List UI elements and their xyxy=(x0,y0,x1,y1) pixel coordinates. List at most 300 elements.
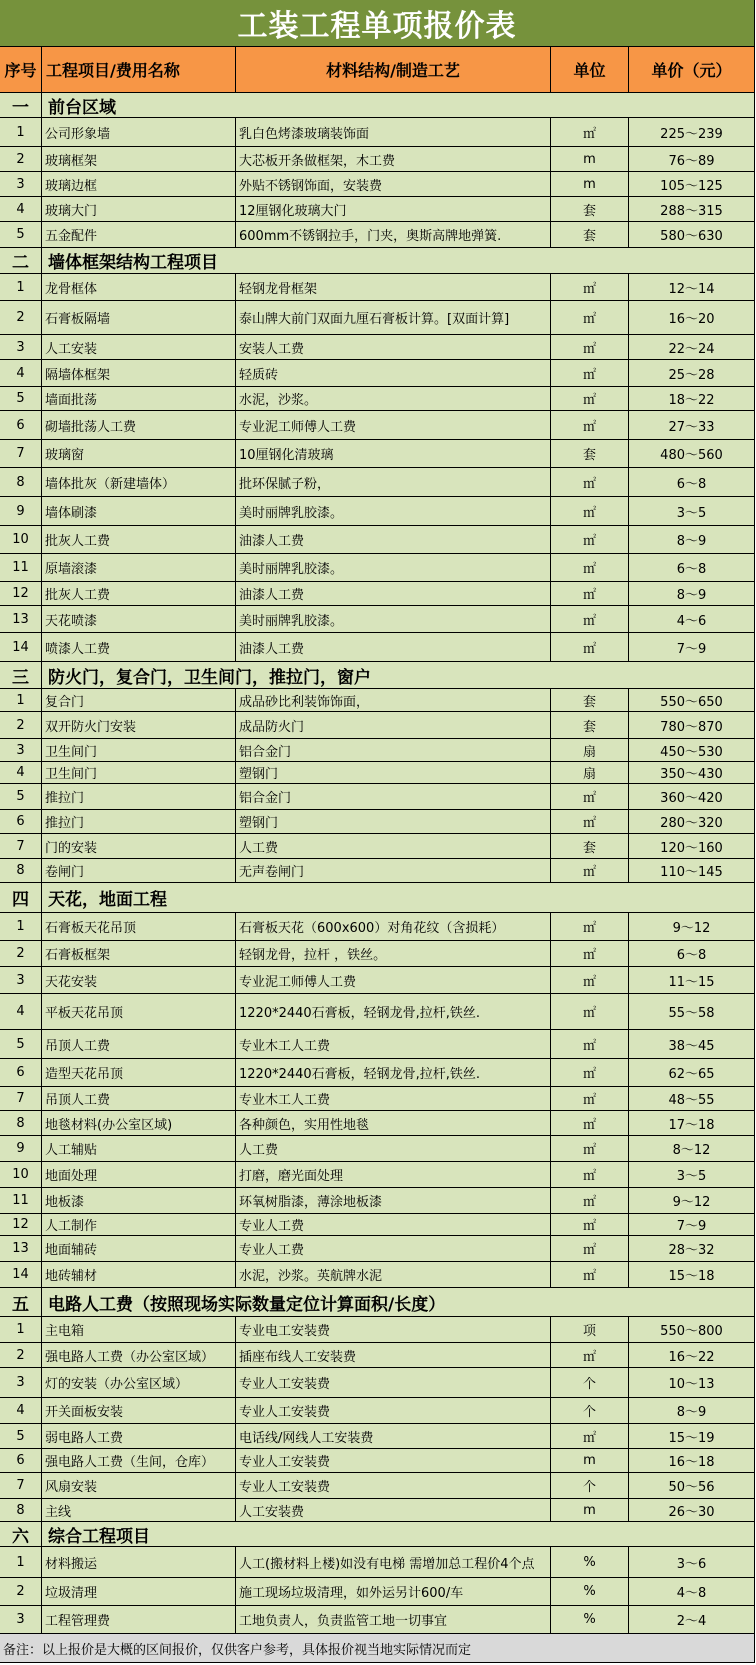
item-name: 门的安装 xyxy=(42,834,236,859)
item-unit: 套 xyxy=(551,689,629,712)
item-name: 石膏板天花吊顶 xyxy=(42,913,236,941)
column-header-row xyxy=(0,47,755,93)
item-material: 1220*2440石膏板，轻钢龙骨,拉杆,铁丝. xyxy=(236,994,551,1030)
table-row xyxy=(0,810,755,834)
item-number: 9 xyxy=(0,1136,42,1162)
item-number: 14 xyxy=(0,633,42,662)
item-name: 砌墙批荡人工费 xyxy=(42,411,236,440)
section-row xyxy=(0,248,755,274)
item-price: 8～9 xyxy=(629,526,755,554)
item-price: 22～24 xyxy=(629,335,755,360)
item-unit: ㎡ xyxy=(551,810,629,834)
item-number: 2 xyxy=(0,1343,42,1368)
header-no: 序号 xyxy=(0,47,42,93)
item-material: 成品防火门 xyxy=(236,712,551,739)
item-number: 9 xyxy=(0,497,42,526)
item-material: 专业木工人工费 xyxy=(236,1030,551,1059)
item-name: 玻璃窗 xyxy=(42,440,236,468)
item-name: 天花喷漆 xyxy=(42,606,236,633)
item-number: 11 xyxy=(0,554,42,582)
item-unit: ㎡ xyxy=(551,784,629,810)
item-number: 7 xyxy=(0,440,42,468)
item-price: 8～9 xyxy=(629,1398,755,1424)
table-row xyxy=(0,1059,755,1087)
item-price: 9～12 xyxy=(629,913,755,941)
item-number: 2 xyxy=(0,147,42,172)
item-number: 4 xyxy=(0,1398,42,1424)
item-material: 轻钢龙骨，拉杆 ，铁丝。 xyxy=(236,941,551,967)
section-number: 三 xyxy=(0,662,42,689)
item-material: 环氧树脂漆，薄涂地板漆 xyxy=(236,1188,551,1214)
item-price: 16～18 xyxy=(629,1449,755,1473)
item-unit: ㎡ xyxy=(551,1424,629,1449)
item-name: 地面辅砖 xyxy=(42,1236,236,1262)
item-material: 专业人工费 xyxy=(236,1214,551,1236)
item-name: 卫生间门 xyxy=(42,762,236,784)
item-unit: ㎡ xyxy=(551,1343,629,1368)
item-price: 480～560 xyxy=(629,440,755,468)
item-number: 8 xyxy=(0,1111,42,1136)
item-unit: m xyxy=(551,172,629,197)
item-unit: % xyxy=(551,1547,629,1578)
item-unit: ㎡ xyxy=(551,411,629,440)
item-unit: ㎡ xyxy=(551,468,629,497)
sheet-title: 工装工程单项报价表 xyxy=(0,0,755,47)
item-material: 电话线/网线人工安装费 xyxy=(236,1424,551,1449)
item-material: 专业人工安装费 xyxy=(236,1368,551,1398)
item-number: 14 xyxy=(0,1262,42,1288)
section-row xyxy=(0,93,755,118)
table-row xyxy=(0,1111,755,1136)
item-price: 28～32 xyxy=(629,1236,755,1262)
item-material: 塑钢门 xyxy=(236,762,551,784)
item-unit: 套 xyxy=(551,440,629,468)
item-material: 人工(搬材料上楼)如没有电梯 需增加总工程价4个点 xyxy=(236,1547,551,1578)
item-number: 10 xyxy=(0,1162,42,1188)
item-unit: ㎡ xyxy=(551,1111,629,1136)
item-unit: ㎡ xyxy=(551,1030,629,1059)
table-row xyxy=(0,222,755,248)
table-row xyxy=(0,941,755,967)
item-material: 水泥，沙浆。英航牌水泥 xyxy=(236,1262,551,1288)
item-number: 8 xyxy=(0,1499,42,1522)
item-price: 4～6 xyxy=(629,606,755,633)
item-name: 地面处理 xyxy=(42,1162,236,1188)
item-number: 6 xyxy=(0,411,42,440)
item-name: 原墙滚漆 xyxy=(42,554,236,582)
item-unit: 套 xyxy=(551,834,629,859)
item-number: 7 xyxy=(0,1087,42,1111)
table-row xyxy=(0,1214,755,1236)
item-number: 2 xyxy=(0,712,42,739)
table-row xyxy=(0,834,755,859)
item-unit: m xyxy=(551,1499,629,1522)
item-material: 美时丽牌乳胶漆。 xyxy=(236,606,551,633)
item-unit: ㎡ xyxy=(551,1136,629,1162)
item-material: 乳白色烤漆玻璃装饰面 xyxy=(236,118,551,147)
table-row xyxy=(0,1188,755,1214)
item-price: 6～8 xyxy=(629,468,755,497)
item-name: 墙体批灰（新建墙体） xyxy=(42,468,236,497)
item-price: 550～650 xyxy=(629,689,755,712)
item-price: 7～9 xyxy=(629,1214,755,1236)
table-row xyxy=(0,335,755,360)
item-name: 石膏板隔墙 xyxy=(42,301,236,335)
item-price: 120～160 xyxy=(629,834,755,859)
section-row xyxy=(0,1288,755,1317)
table-row xyxy=(0,274,755,301)
item-unit: ㎡ xyxy=(551,274,629,301)
item-name: 风扇安装 xyxy=(42,1473,236,1499)
table-row xyxy=(0,1236,755,1262)
item-unit: 套 xyxy=(551,712,629,739)
item-name: 吊顶人工费 xyxy=(42,1087,236,1111)
table-row xyxy=(0,1087,755,1111)
item-material: 铝合金门 xyxy=(236,739,551,762)
item-name: 批灰人工费 xyxy=(42,582,236,606)
item-name: 公司形象墙 xyxy=(42,118,236,147)
item-material: 大芯板开条做框架，木工费 xyxy=(236,147,551,172)
item-material: 轻质砖 xyxy=(236,360,551,387)
item-material: 专业电工安装费 xyxy=(236,1317,551,1343)
item-name: 垃圾清理 xyxy=(42,1578,236,1606)
item-price: 15～19 xyxy=(629,1424,755,1449)
item-price: 4～8 xyxy=(629,1578,755,1606)
item-name: 吊顶人工费 xyxy=(42,1030,236,1059)
item-number: 10 xyxy=(0,526,42,554)
item-unit: ㎡ xyxy=(551,1214,629,1236)
item-material: 专业泥工师傅人工费 xyxy=(236,967,551,994)
item-price: 38～45 xyxy=(629,1030,755,1059)
item-price: 6～8 xyxy=(629,554,755,582)
item-material: 水泥，沙浆。 xyxy=(236,387,551,411)
item-material: 石膏板天花（600x600）对角花纹（含损耗） xyxy=(236,913,551,941)
section-number: 二 xyxy=(0,248,42,274)
item-price: 17～18 xyxy=(629,1111,755,1136)
item-price: 110～145 xyxy=(629,859,755,883)
table-row xyxy=(0,1449,755,1473)
item-number: 3 xyxy=(0,1368,42,1398)
item-number: 13 xyxy=(0,1236,42,1262)
table-row xyxy=(0,197,755,222)
item-name: 强电路人工费（办公室区域） xyxy=(42,1343,236,1368)
item-material: 10厘钢化清玻璃 xyxy=(236,440,551,468)
table-row xyxy=(0,118,755,147)
item-unit: ㎡ xyxy=(551,1059,629,1087)
item-unit: 扇 xyxy=(551,762,629,784)
section-number: 六 xyxy=(0,1522,42,1547)
item-unit: ㎡ xyxy=(551,1236,629,1262)
item-material: 施工现场垃圾清理，如外运另计600/车 xyxy=(236,1578,551,1606)
item-unit: ㎡ xyxy=(551,497,629,526)
item-name: 双开防火门安装 xyxy=(42,712,236,739)
item-name: 工程管理费 xyxy=(42,1606,236,1634)
item-unit: ㎡ xyxy=(551,1162,629,1188)
item-price: 48～55 xyxy=(629,1087,755,1111)
item-number: 5 xyxy=(0,222,42,248)
item-name: 弱电路人工费 xyxy=(42,1424,236,1449)
item-price: 18～22 xyxy=(629,387,755,411)
section-title: 墙体框架结构工程项目 xyxy=(42,248,755,274)
table-row xyxy=(0,1136,755,1162)
section-title: 防火门，复合门，卫生间门，推拉门，窗户 xyxy=(42,662,755,689)
table-row xyxy=(0,411,755,440)
item-material: 无声卷闸门 xyxy=(236,859,551,883)
item-name: 推拉门 xyxy=(42,810,236,834)
item-name: 开关面板安装 xyxy=(42,1398,236,1424)
section-title: 电路人工费（按照现场实际数量定位计算面积/长度） xyxy=(42,1288,755,1317)
item-number: 11 xyxy=(0,1188,42,1214)
item-material: 塑钢门 xyxy=(236,810,551,834)
item-name: 卷闸门 xyxy=(42,859,236,883)
item-price: 780～870 xyxy=(629,712,755,739)
item-number: 1 xyxy=(0,913,42,941)
item-price: 550～800 xyxy=(629,1317,755,1343)
item-number: 8 xyxy=(0,468,42,497)
item-unit: ㎡ xyxy=(551,913,629,941)
item-name: 平板天花吊顶 xyxy=(42,994,236,1030)
item-name: 人工制作 xyxy=(42,1214,236,1236)
item-unit: ㎡ xyxy=(551,941,629,967)
item-number: 4 xyxy=(0,197,42,222)
item-unit: 项 xyxy=(551,1317,629,1343)
item-price: 55～58 xyxy=(629,994,755,1030)
item-price: 25～28 xyxy=(629,360,755,387)
table-row xyxy=(0,784,755,810)
item-name: 隔墙体框架 xyxy=(42,360,236,387)
table-row xyxy=(0,172,755,197)
item-number: 12 xyxy=(0,1214,42,1236)
item-number: 3 xyxy=(0,739,42,762)
item-unit: ㎡ xyxy=(551,1087,629,1111)
item-material: 油漆人工费 xyxy=(236,582,551,606)
item-name: 墙体刷漆 xyxy=(42,497,236,526)
table-row xyxy=(0,387,755,411)
item-price: 11～15 xyxy=(629,967,755,994)
item-number: 6 xyxy=(0,1449,42,1473)
item-name: 主线 xyxy=(42,1499,236,1522)
table-row xyxy=(0,554,755,582)
item-unit: ㎡ xyxy=(551,335,629,360)
item-name: 灯的安装（办公室区域） xyxy=(42,1368,236,1398)
section-number: 一 xyxy=(0,93,42,118)
item-number: 3 xyxy=(0,1606,42,1634)
item-price: 9～12 xyxy=(629,1188,755,1214)
item-material: 美时丽牌乳胶漆。 xyxy=(236,554,551,582)
item-price: 3～5 xyxy=(629,1162,755,1188)
item-name: 地毯材料(办公室区域) xyxy=(42,1111,236,1136)
table-row xyxy=(0,859,755,883)
table-row xyxy=(0,1030,755,1059)
item-price: 2～4 xyxy=(629,1606,755,1634)
section-title: 天花，地面工程 xyxy=(42,883,755,913)
item-material: 专业人工安装费 xyxy=(236,1473,551,1499)
item-unit: 扇 xyxy=(551,739,629,762)
item-number: 1 xyxy=(0,689,42,712)
table-row xyxy=(0,1162,755,1188)
item-material: 专业人工安装费 xyxy=(236,1398,551,1424)
item-number: 1 xyxy=(0,118,42,147)
header-unit: 单位 xyxy=(551,47,629,93)
table-row xyxy=(0,739,755,762)
item-material: 泰山牌大前门双面九厘石膏板计算。[双面计算] xyxy=(236,301,551,335)
item-number: 6 xyxy=(0,1059,42,1087)
item-price: 27～33 xyxy=(629,411,755,440)
item-number: 1 xyxy=(0,1317,42,1343)
item-unit: ㎡ xyxy=(551,967,629,994)
item-number: 13 xyxy=(0,606,42,633)
table-row xyxy=(0,1317,755,1343)
item-unit: ㎡ xyxy=(551,526,629,554)
item-number: 3 xyxy=(0,967,42,994)
item-material: 12厘钢化玻璃大门 xyxy=(236,197,551,222)
item-material: 各种颜色，实用性地毯 xyxy=(236,1111,551,1136)
item-number: 8 xyxy=(0,859,42,883)
item-price: 10～13 xyxy=(629,1368,755,1398)
item-name: 天花安装 xyxy=(42,967,236,994)
item-unit: ㎡ xyxy=(551,606,629,633)
table-row xyxy=(0,526,755,554)
item-price: 26～30 xyxy=(629,1499,755,1522)
item-unit: 套 xyxy=(551,222,629,248)
item-price: 16～22 xyxy=(629,1343,755,1368)
item-unit: 个 xyxy=(551,1398,629,1424)
item-material: 油漆人工费 xyxy=(236,633,551,662)
item-number: 1 xyxy=(0,274,42,301)
item-material: 安装人工费 xyxy=(236,335,551,360)
table-row xyxy=(0,1424,755,1449)
item-name: 五金配件 xyxy=(42,222,236,248)
item-material: 批环保腻子粉， xyxy=(236,468,551,497)
item-material: 专业木工人工费 xyxy=(236,1087,551,1111)
item-material: 专业人工安装费 xyxy=(236,1449,551,1473)
item-unit: ㎡ xyxy=(551,118,629,147)
item-material: 1220*2440石膏板，轻钢龙骨,拉杆,铁丝. xyxy=(236,1059,551,1087)
item-unit: ㎡ xyxy=(551,859,629,883)
item-name: 批灰人工费 xyxy=(42,526,236,554)
item-number: 3 xyxy=(0,172,42,197)
item-price: 288～315 xyxy=(629,197,755,222)
section-title: 前台区域 xyxy=(42,93,755,118)
item-unit: ㎡ xyxy=(551,582,629,606)
item-unit: 个 xyxy=(551,1368,629,1398)
item-unit: m xyxy=(551,147,629,172)
item-unit: ㎡ xyxy=(551,994,629,1030)
item-material: 轻钢龙骨框架 xyxy=(236,274,551,301)
item-name: 石膏板框架 xyxy=(42,941,236,967)
section-title: 综合工程项目 xyxy=(42,1522,755,1547)
item-material: 美时丽牌乳胶漆。 xyxy=(236,497,551,526)
item-price: 580～630 xyxy=(629,222,755,248)
item-unit: ㎡ xyxy=(551,554,629,582)
item-unit: ㎡ xyxy=(551,387,629,411)
item-price: 350～430 xyxy=(629,762,755,784)
item-number: 12 xyxy=(0,582,42,606)
item-material: 插座布线人工安装费 xyxy=(236,1343,551,1368)
table-row xyxy=(0,1343,755,1368)
item-number: 1 xyxy=(0,1547,42,1578)
table-row xyxy=(0,301,755,335)
item-price: 6～8 xyxy=(629,941,755,967)
item-number: 2 xyxy=(0,301,42,335)
item-name: 材料搬运 xyxy=(42,1547,236,1578)
table-row xyxy=(0,994,755,1030)
header-price: 单价（元） xyxy=(629,47,755,93)
item-name: 地板漆 xyxy=(42,1188,236,1214)
table-row xyxy=(0,712,755,739)
item-name: 人工辅贴 xyxy=(42,1136,236,1162)
item-price: 225～239 xyxy=(629,118,755,147)
table-row xyxy=(0,762,755,784)
table-row xyxy=(0,1368,755,1398)
item-name: 玻璃框架 xyxy=(42,147,236,172)
item-name: 喷漆人工费 xyxy=(42,633,236,662)
item-number: 7 xyxy=(0,834,42,859)
table-row xyxy=(0,582,755,606)
section-row xyxy=(0,1522,755,1547)
item-material: 铝合金门 xyxy=(236,784,551,810)
section-row xyxy=(0,662,755,689)
item-material: 人工安装费 xyxy=(236,1499,551,1522)
item-unit: 个 xyxy=(551,1473,629,1499)
item-name: 玻璃边框 xyxy=(42,172,236,197)
table-row xyxy=(0,633,755,662)
item-unit: % xyxy=(551,1578,629,1606)
table-row xyxy=(0,1547,755,1578)
section-number: 五 xyxy=(0,1288,42,1317)
item-number: 7 xyxy=(0,1473,42,1499)
item-price: 62～65 xyxy=(629,1059,755,1087)
item-material: 工地负责人，负责监管工地一切事宜 xyxy=(236,1606,551,1634)
item-name: 造型天花吊顶 xyxy=(42,1059,236,1087)
item-price: 360～420 xyxy=(629,784,755,810)
item-price: 12～14 xyxy=(629,274,755,301)
item-number: 2 xyxy=(0,1578,42,1606)
item-price: 50～56 xyxy=(629,1473,755,1499)
item-price: 8～9 xyxy=(629,582,755,606)
header-material: 材料结构/制造工艺 xyxy=(236,47,551,93)
item-material: 打磨，磨光面处理 xyxy=(236,1162,551,1188)
item-number: 5 xyxy=(0,784,42,810)
item-material: 人工费 xyxy=(236,834,551,859)
table-row xyxy=(0,1606,755,1634)
table-row xyxy=(0,497,755,526)
table-row xyxy=(0,967,755,994)
table-row xyxy=(0,1499,755,1522)
item-name: 卫生间门 xyxy=(42,739,236,762)
item-material: 600mm不锈钢拉手，门夹，奥斯高牌地弹簧. xyxy=(236,222,551,248)
item-number: 4 xyxy=(0,360,42,387)
item-name: 玻璃大门 xyxy=(42,197,236,222)
item-material: 油漆人工费 xyxy=(236,526,551,554)
item-number: 5 xyxy=(0,1030,42,1059)
table-row xyxy=(0,1398,755,1424)
footnote: 备注：以上报价是大概的区间报价，仅供客户参考，具体报价视当地实际情况而定 xyxy=(0,1634,755,1663)
item-unit: ㎡ xyxy=(551,360,629,387)
table-row xyxy=(0,689,755,712)
header-name: 工程项目/费用名称 xyxy=(42,47,236,93)
item-name: 龙骨框体 xyxy=(42,274,236,301)
item-price: 16～20 xyxy=(629,301,755,335)
table-row xyxy=(0,147,755,172)
item-material: 外贴不锈钢饰面，安装费 xyxy=(236,172,551,197)
item-number: 5 xyxy=(0,1424,42,1449)
table-row xyxy=(0,913,755,941)
item-unit: ㎡ xyxy=(551,301,629,335)
table-row xyxy=(0,1578,755,1606)
table-row xyxy=(0,440,755,468)
item-number: 6 xyxy=(0,810,42,834)
